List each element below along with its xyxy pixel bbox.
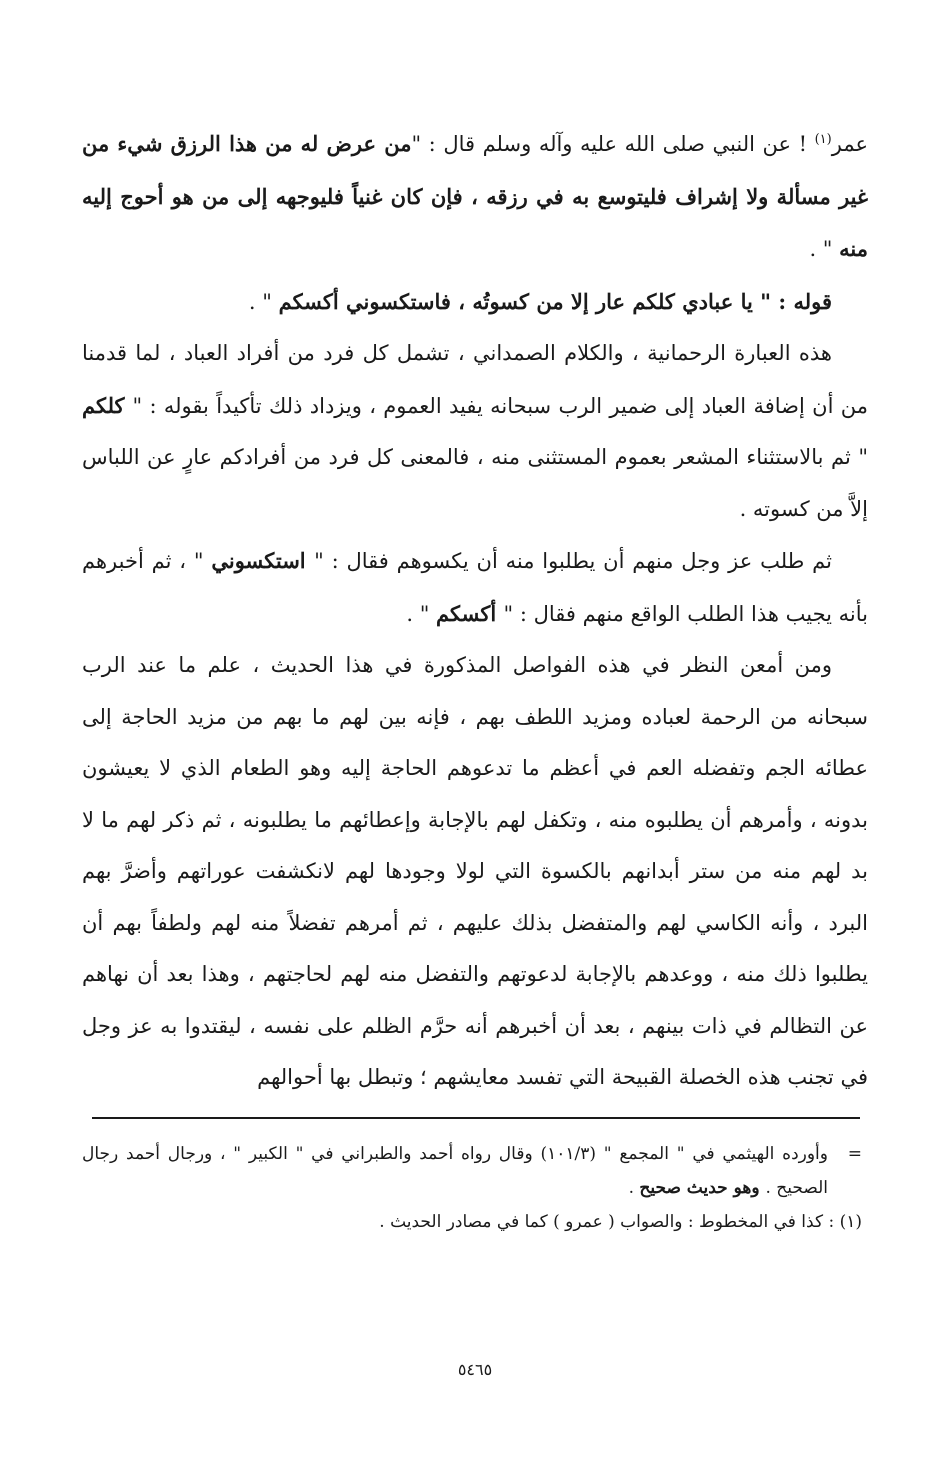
footnote-divider bbox=[92, 1117, 860, 1119]
commentary-text-cont: " ، ثم أخبرهم بأنه يجيب هذا الطلب الواقع منهم فقال : " bbox=[82, 549, 868, 626]
commentary-text: ومن أمعن النظر في هذه الفواصل المذكورة في هذا الحديث ، علم ما عند الرب سبحانه من الرحمة لعباده ومزيد اللطف بهم ، فإنه بين لهم ما بهم من مزيد الحاجة إلى عطائه الجم وتفضله العم في أعظم ما تدعوهم الحاجة إليه وهو الطعام الذي لا يعيشون بدونه ، وأمرهم أن يطلبوه منه ، وتكفل لهم بالإجابة وإعطائهم ما يطلبونه ، ثم ذكر لهم ما لا بد لهم منه من ستر أبدانهم بالكسوة التي لولا وجودها لهم لانكشفت عوراتهم وأضرَّ بهم البرد ، وأنه الكاسي لهم والمتفضل بذلك عليهم ، ثم أمرهم تفضلاً منه لهم ولطفاً بهم أن يطلبوا ذلك منه ، ووعدهم بالإجابة لدعوتهم والتفضل منه لهم لحاجتهم ، وهذا بعد أن نهاهم عن التظالم في ذات بينهم ، بعد أن أخبرهم أنه حرَّم الظلم على نفسه ، ليقتدوا به عز وجل في تجنب هذه الخصلة القبيحة التي تفسد معايشهم ؛ وتبطل بها أحوالهم bbox=[82, 653, 868, 1089]
bold-word-istaksuni: استكسوني bbox=[211, 548, 315, 573]
bold-word-aksukum: أكسكم bbox=[436, 600, 504, 626]
quoted-phrase-end: " . bbox=[248, 289, 279, 314]
commentary-text-end: " . bbox=[406, 601, 437, 626]
commentary-text: هذه العبارة الرحمانية ، والكلام الصمداني ، تشمل كل فرد من أفراد العباد ، لما قدمنا من أن إضافة العباد إلى ضمير الرب سبحانه يفيد العموم ، ويزداد ذلك تأكيداً بقوله : " bbox=[82, 341, 868, 418]
commentary-text: ثم طلب عز وجل منهم أن يطلبوا منه أن يكسوهم فقال : " bbox=[314, 549, 833, 573]
footnote-text: وأورده الهيثمي في " المجمع " (١٠١/٣) وقال رواه أحمد والطبراني في " الكبير " ، ورجال أحمد رجال الصحيح . bbox=[82, 1144, 828, 1198]
footnotes bbox=[82, 1137, 862, 1239]
footnote-continuation bbox=[82, 1137, 862, 1205]
paragraph-commentary-1 bbox=[82, 328, 868, 535]
footnote-reference: (١) bbox=[814, 132, 832, 147]
hadith-text: من عرض له من هذا الرزق شيء من غير مسألة ولا إشراف فليتوسع به في رزقه ، فإن كان غنياً فليوجهه إلى من هو أحوج إليه منه bbox=[82, 131, 868, 261]
paragraph-qawluhu bbox=[82, 276, 868, 329]
hadith-end: " . bbox=[809, 237, 840, 261]
paragraph-commentary-2 bbox=[82, 535, 868, 640]
paragraph-hadith-quote bbox=[82, 118, 868, 276]
footnote-1 bbox=[82, 1205, 862, 1239]
footnote-text: (١) : كذا في المخطوط : والصواب ( عمرو ) كما في مصادر الحديث . bbox=[379, 1212, 862, 1232]
commentary-text-cont: " ثم بالاستثناء المشعر بعموم المستثنى منه ، فالمعنى كل فرد من أفرادكم عارٍ عن اللباس إلاَّ من كسوته . bbox=[82, 445, 868, 521]
page-number: ٥٤٦٥ bbox=[457, 1360, 493, 1379]
continuation-marker: = bbox=[847, 1144, 862, 1164]
quoted-phrase: قوله : " يا عبادي كلكم عار إلا من كسوتُه ، فاستكسوني أكسكم bbox=[278, 288, 832, 314]
footnote-grading: وهو حديث صحيح bbox=[639, 1178, 766, 1198]
hadith-intro: ! عن النبي صلى الله عليه وآله وسلم قال : " bbox=[411, 132, 815, 156]
paragraph-commentary-3 bbox=[82, 640, 868, 1104]
word-umar: عمر bbox=[831, 132, 868, 156]
main-text bbox=[82, 118, 868, 1104]
footnote-end: . bbox=[628, 1178, 640, 1198]
bold-word-kullukum: كلكم bbox=[82, 392, 133, 418]
